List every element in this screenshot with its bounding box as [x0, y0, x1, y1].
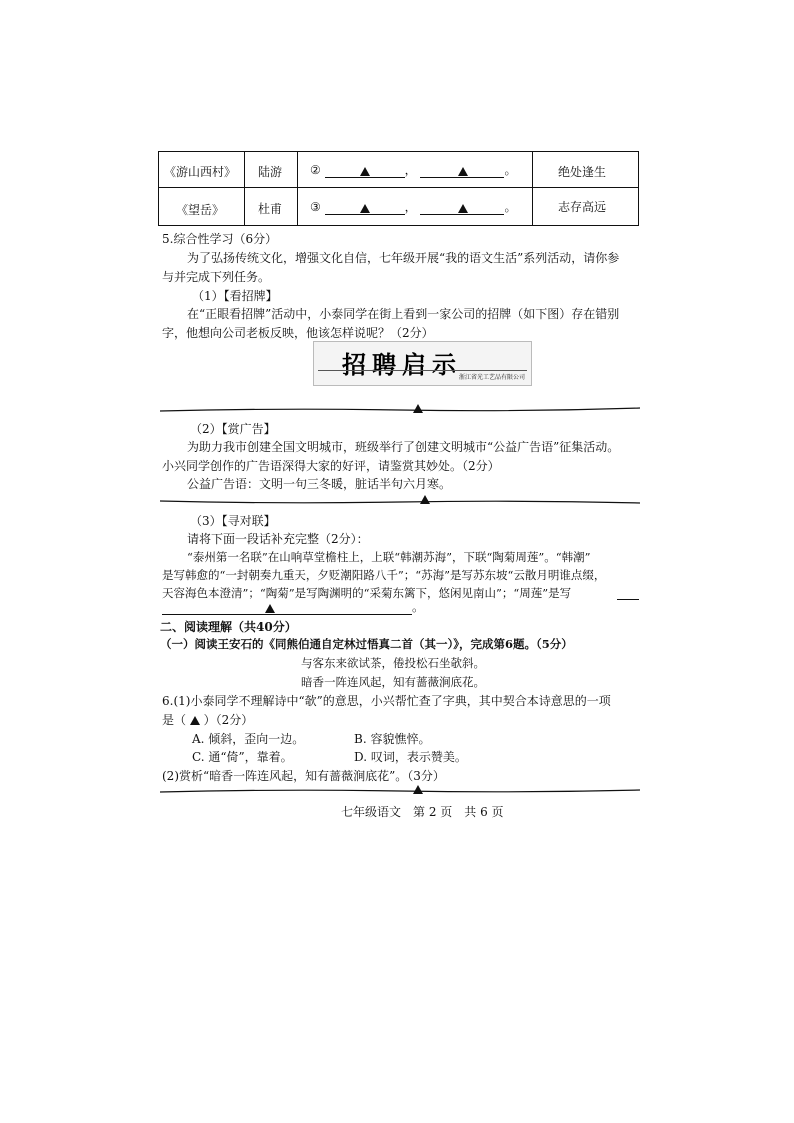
comma: ， [404, 200, 417, 214]
answer-line[interactable] [160, 788, 640, 794]
option-d[interactable]: D. 叹词，表示赞美。 [354, 750, 467, 764]
triangle-mark-icon [360, 204, 370, 213]
triangle-mark-icon [190, 716, 200, 725]
table-cell-theme: 绝处逢生 [558, 165, 607, 179]
section2-heading: 二、阅读理解（共40分） [160, 620, 297, 634]
q6-1-text2: 是（ ）（2分） [162, 713, 254, 727]
comma: ， [404, 163, 417, 177]
q5-part2-label: （2）【赏广告】 [190, 422, 276, 436]
period: 。 [412, 600, 425, 614]
signboard-title: 招聘启示 [342, 351, 462, 379]
q6-2-text: (2)赏析“暗香一阵连风起，知有蔷薇涧底花”。（3分） [162, 769, 445, 783]
period: 。 [504, 200, 517, 214]
period: 。 [504, 163, 517, 177]
option-c[interactable]: C. 通“倚”，靠着。 [192, 750, 293, 764]
q5-part3-text2: “泰州第一名联”在山响草堂檐柱上，上联“韩潮苏海”，下联“陶菊周莲”。“韩潮” [187, 550, 591, 564]
triangle-mark-icon [458, 167, 468, 176]
triangle-mark-icon [265, 604, 275, 613]
table-cell-answer [310, 198, 516, 215]
q5-part1-text1: 在“正眼看招牌”活动中，小泰同学在街上看到一家公司的招牌（如下图）存在错别 [187, 307, 620, 321]
signboard-company: 浙江省光工艺品有限公司 [458, 374, 525, 381]
poem-line1: 与客东来欲试茶，倦投松石坐欹斜。 [301, 656, 485, 670]
q5-heading: 5.综合性学习（6分） [162, 232, 278, 246]
q5-part3-text3: 是写韩愈的“一封朝奏九重天，夕贬潮阳路八千”；“苏海”是写苏东坡“云散月明谁点缀， [162, 568, 606, 582]
table-cell-author: 陆游 [258, 165, 283, 179]
q5-part1-label: （1）【看招牌】 [192, 289, 278, 303]
answer-blank[interactable] [162, 602, 412, 615]
q5-part3-label: （3）【寻对联】 [190, 514, 276, 528]
answer-line[interactable] [160, 499, 640, 505]
q5-intro-line1: 为了弘扬传统文化，增强文化自信，七年级开展“我的语文生活”系列活动，请你参 [187, 251, 620, 265]
option-b[interactable]: B. 容貌憔悴。 [354, 732, 431, 746]
q5-part2-ad: 公益广告语：文明一句三冬暖，脏话半句六月寒。 [187, 477, 452, 491]
table-cell-title: 《游山西村》 [164, 165, 237, 179]
row-number: ② [310, 163, 321, 177]
q5-part1-text2: 字，他想向公司老板反映，他该怎样说呢？（2分） [162, 326, 434, 340]
q5-part2-text1: 为助力我市创建全国文明城市，班级举行了创建文明城市“公益广告语”征集活动。 [187, 440, 620, 454]
answer-line[interactable] [160, 407, 640, 413]
table-cell-theme: 志存高远 [558, 200, 607, 214]
answer-blank[interactable] [325, 202, 405, 215]
answer-blank[interactable] [420, 165, 504, 178]
row-number: ③ [310, 200, 321, 214]
poem-line2: 暗香一阵连风起，知有蔷薇涧底花。 [301, 675, 485, 689]
table-cell-title: 《望岳》 [176, 203, 225, 217]
section2-sub1: （一）阅读王安石的《同熊伯通自定林过悟真二首（其一）》，完成第6题。（5分） [160, 637, 573, 651]
q5-intro-line2: 与并完成下列任务。 [162, 270, 271, 284]
q5-part3-text4: 天容海色本澄清”；“陶菊”是写陶渊明的“采菊东篱下，悠闲见南山”；“周莲”是写 [162, 586, 572, 600]
q5-part2-text2: 小兴同学创作的广告语深得大家的好评，请鉴赏其妙处。（2分） [162, 459, 500, 473]
table-cell-author: 杜甫 [258, 202, 283, 216]
triangle-mark-icon [360, 167, 370, 176]
answer-blank[interactable] [420, 202, 504, 215]
q6-1-text1: 6.(1)小泰同学不理解诗中“欹”的意思，小兴帮忙查了字典，其中契合本诗意思的一项 [162, 694, 611, 708]
answer-blank[interactable] [325, 165, 405, 178]
triangle-mark-icon [458, 204, 468, 213]
q5-part3-text1: 请将下面一段话补充完整（2分）： [187, 532, 369, 546]
answer-blank-tail[interactable] [617, 590, 639, 600]
literature-table [158, 151, 638, 227]
option-a[interactable]: A. 倾斜，歪向一边。 [192, 732, 305, 746]
table-cell-answer [310, 161, 516, 178]
page-footer: 七年级语文 第 2 页 共 6 页 [341, 805, 504, 819]
signboard-image [313, 341, 532, 386]
